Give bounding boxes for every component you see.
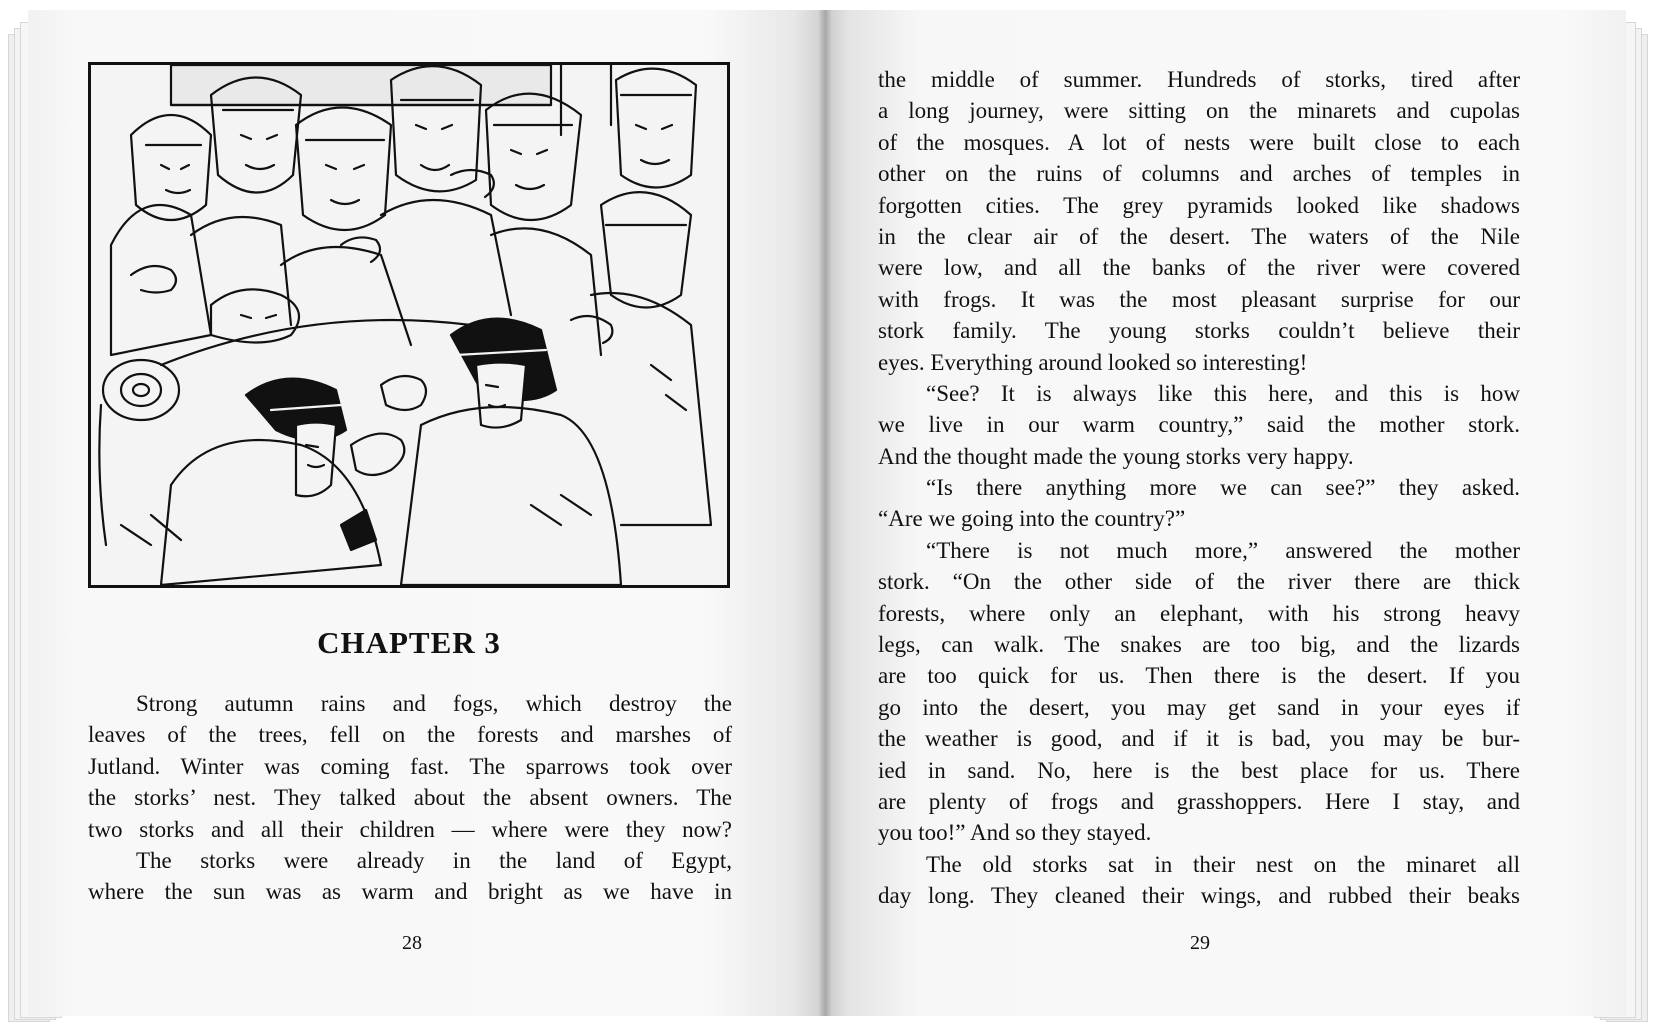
text-line: go into the desert, you may get sand in your eyes if	[878, 694, 1520, 720]
text-line: are too quick for us. Then there is the desert. If you	[878, 663, 1520, 689]
text-line: were low, and all the banks of the river were covered	[878, 255, 1520, 281]
text-line: forgotten cities. The grey pyramids looked like shadows	[878, 192, 1520, 218]
text-line: you too!” And so they stayed.	[878, 820, 1152, 846]
text-line: of the mosques. A lot of nests were built close to each	[878, 129, 1520, 155]
text-line: the storks’ nest. They talked about the absent owners. The	[88, 785, 732, 811]
chapter-title: CHAPTER 3	[317, 625, 501, 660]
mourners-drawing	[91, 65, 727, 585]
text-line: ied in sand. No, here is the best place for us. There	[878, 757, 1520, 783]
right-page-text	[878, 64, 1520, 912]
text-line: the weather is good, and if it is bad, you may be bur-	[878, 726, 1520, 752]
text-line: Jutland. Winter was coming fast. The sparrows took over	[88, 753, 732, 779]
text-line: the middle of summer. Hundreds of storks, tired after	[878, 67, 1520, 92]
text-line: Strong autumn rains and fogs, which destroy the	[136, 691, 732, 716]
book-gutter	[818, 10, 832, 1016]
text-line: other on the ruins of columns and arches of temples in	[878, 161, 1520, 187]
text-line: The storks were already in the land of Egypt,	[136, 847, 732, 873]
text-line: “Are we going into the country?”	[878, 506, 1186, 532]
text-line: in the clear air of the desert. The waters of the Nile	[878, 223, 1520, 249]
chapter-illustration	[88, 62, 730, 588]
text-line: The old storks sat in their nest on the minaret all	[926, 851, 1520, 877]
page-number: 28	[402, 932, 422, 954]
text-line: where the sun was as warm and bright as we have in	[88, 879, 732, 905]
page-number: 29	[1190, 932, 1210, 954]
text-line: And the thought made the young storks very happy.	[878, 443, 1354, 469]
text-line: eyes. Everything around looked so interesting!	[878, 349, 1308, 375]
text-line: “There is not much more,” answered the mother	[926, 537, 1520, 563]
text-line: stork. “On the other side of the river there are thick	[878, 569, 1520, 595]
text-line: are plenty of frogs and grasshoppers. Here I stay, and	[878, 788, 1520, 814]
text-line: we live in our warm country,” said the mother stork.	[878, 412, 1520, 438]
text-line: leaves of the trees, fell on the forests and marshes of	[88, 722, 732, 748]
text-line: forests, where only an elephant, with his strong heavy	[878, 600, 1520, 626]
text-line: day long. They cleaned their wings, and rubbed their beaks	[878, 883, 1520, 909]
text-line: legs, can walk. The snakes are too big, and the lizards	[878, 632, 1520, 658]
text-line: a long journey, were sitting on the minarets and cupolas	[878, 98, 1520, 124]
left-page-text	[88, 688, 732, 908]
text-line: “Is there anything more we can see?” they asked.	[926, 475, 1520, 501]
text-line: two storks and all their children — where were they now?	[88, 816, 732, 842]
text-line: “See? It is always like this here, and this is how	[926, 380, 1520, 406]
text-line: stork family. The young storks couldn’t believe their	[878, 318, 1520, 344]
text-line: with frogs. It was the most pleasant surprise for our	[878, 286, 1520, 312]
